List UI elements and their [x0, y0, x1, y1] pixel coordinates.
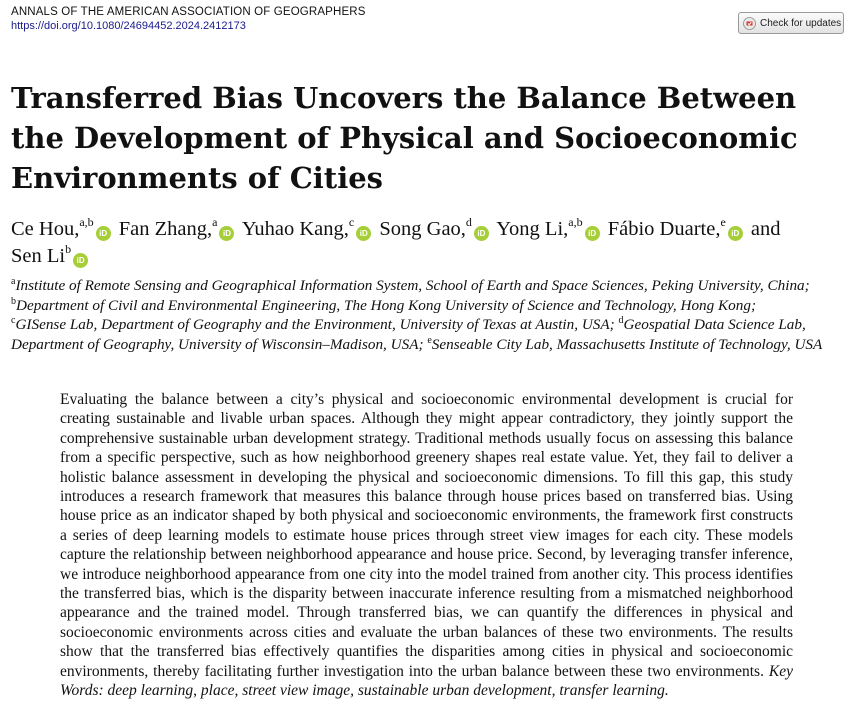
author-affiliation-sup: b: [65, 242, 72, 256]
affiliation-text: Department of Civil and Environmental Engineering, The Hong Kong University of Science and Technology, Hong Kong;: [16, 296, 757, 314]
orcid-icon[interactable]: iD: [585, 226, 600, 241]
orcid-icon[interactable]: iD: [73, 253, 88, 268]
orcid-icon[interactable]: iD: [356, 226, 371, 241]
author-name[interactable]: Ce Hou,: [11, 218, 80, 240]
article-title: [11, 78, 851, 198]
orcid-icon[interactable]: iD: [219, 226, 234, 241]
author-name[interactable]: Song Gao,: [379, 218, 466, 240]
doi-link[interactable]: https://doi.org/10.1080/24694452.2024.2412173: [11, 20, 246, 32]
journal-name: ANNALS OF THE AMERICAN ASSOCIATION OF GEOGRAPHERS: [11, 6, 366, 18]
affiliations: [11, 276, 856, 354]
affiliation-sup: a: [11, 276, 16, 287]
author-name[interactable]: Sen Li: [11, 245, 66, 267]
author-affiliation-sup: e: [720, 215, 726, 229]
abstract-body: Evaluating the balance between a city’s physical and socioeconomic environmental development is crucial for creating sustainable and livable urban spaces. Although they might appear contradictory, they jointly support the comprehensive sustainable urban development strategy. Traditional methods usually focus on assessing this balance from a specific perspective, such as how neighborhood greenery shapes real estate value. Yet, they fail to deliver a holistic balance assessment in developing the physical and socioeconomic dimensions. To fill this gap, this study introduces a research framework that measures this balance through house prices based on transferred bias. Using house price as an indicator shaped by both physical and socioeconomic environments, the framework first constructs a series of deep learning models to estimate house prices through street view images for each city. These models capture the relationship between neighborhood appearance and house price. Second, by leveraging transfer inference, we introduce neighborhood appearance from one city into the model trained from another city. This process identifies the transferred bias, which is the disparity between inaccurate inference resulting from a mismatched neighborhood appearance and the trained model. Through transferred bias, we can quantify the differences in physical and socioeconomic environments across cities and evaluate the urban balances of these two environments. The results show that the transferred bias effectively quantifies the disparities among cities in physical and socioeconomic environments, thereby facilitating further investigation into the urban balance between these two environments.: [60, 391, 793, 680]
crossmark-icon: [743, 17, 756, 30]
author-affiliation-sup: d: [465, 215, 472, 229]
affiliation-text: Geospatial Data Science Lab, Department of Geography, University of Wisconsin–Madison, USA;: [11, 316, 806, 353]
author-name[interactable]: Yuhao Kang,: [241, 218, 349, 240]
authors-and: and: [750, 218, 781, 240]
author-name[interactable]: Fábio Duarte,: [607, 218, 721, 240]
author-name[interactable]: Fan Zhang,: [118, 218, 213, 240]
title-line-1: Transferred Bias Uncovers the Balance Between: [11, 81, 797, 115]
author-name[interactable]: Yong Li,: [496, 218, 569, 240]
author-affiliation-sup: a: [212, 215, 218, 229]
author-affiliation-sup: a,b: [568, 215, 583, 229]
affiliation-text: GISense Lab, Department of Geography and the Environment, University of Texas at Austin, USA;: [15, 316, 615, 333]
orcid-icon[interactable]: iD: [474, 226, 489, 241]
affiliation-text: Institute of Remote Sensing and Geographical Information System, School of Earth and Space Sciences, Peking University, China;: [15, 277, 810, 294]
affiliation-sup: c: [11, 315, 16, 326]
author-affiliation-sup: c: [348, 215, 355, 229]
title-line-2: the Development of Physical and Socioeconomic: [11, 121, 798, 155]
affiliation-sup: b: [11, 295, 16, 307]
check-for-updates-label: Check for updates: [760, 17, 842, 29]
author-list: [11, 216, 851, 270]
affiliation-sup: d: [618, 315, 624, 326]
check-for-updates-button[interactable]: [738, 12, 844, 34]
orcid-icon[interactable]: iD: [96, 226, 111, 241]
keywords: Key Words: deep learning, place, street view image, sustainable urban development, transfer learning.: [60, 662, 793, 700]
title-line-3: Environments of Cities: [11, 161, 384, 195]
affiliation-sup: e: [427, 334, 432, 346]
abstract: [60, 390, 793, 701]
author-affiliation-sup: a,b: [79, 215, 94, 229]
orcid-icon[interactable]: iD: [728, 226, 743, 241]
affiliation-text: Senseable City Lab, Massachusetts Institute of Technology, USA: [431, 335, 823, 353]
